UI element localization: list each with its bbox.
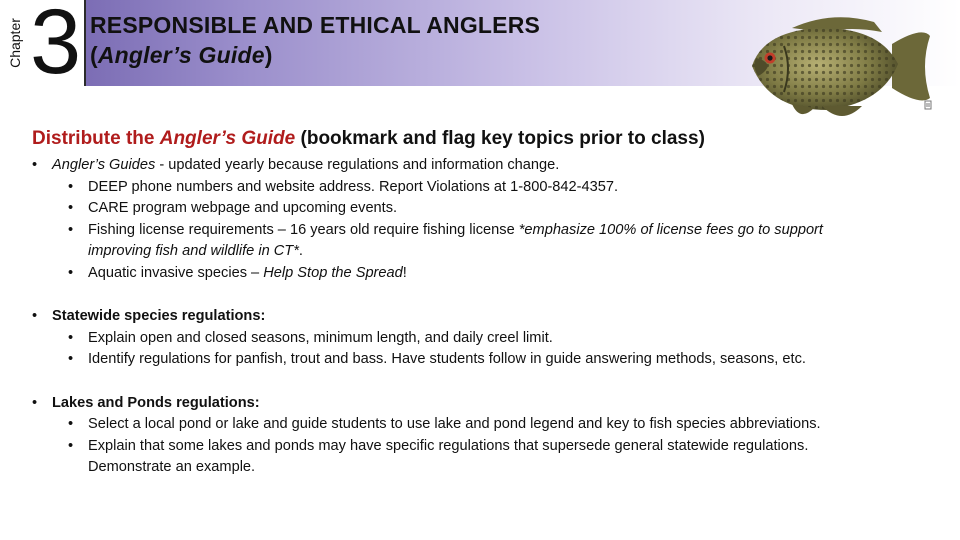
list-item: • DEEP phone numbers and website address. Report Violations at 1-800-842-4357. <box>68 178 619 195</box>
list-item-lakes: • Lakes and Ponds regulations: <box>32 394 260 411</box>
bullet-list <box>28 155 928 479</box>
list-item: • Identify regulations for panfish, trout and bass. Have students follow in guide answering methods, seasons, etc. <box>68 351 806 368</box>
list-item-continuation: Demonstrate an example. <box>88 459 256 476</box>
title-guide-name: Angler’s Guide <box>97 42 265 68</box>
list-item: • Fishing license requirements – 16 years old require fishing license *emphasize 100% of license fees go to support <box>68 221 823 238</box>
title-line-1: RESPONSIBLE AND ETHICAL ANGLERS <box>90 12 541 38</box>
section-subheading: Distribute the Angler’s Guide (bookmark and flag key topics prior to class) <box>32 128 705 149</box>
list-item: • Select a local pond or lake and guide students to use lake and pond legend and key to fish species abbreviations. <box>68 416 821 433</box>
list-item-guides: • Angler’s Guides - updated yearly because regulations and information change. <box>32 157 560 173</box>
corner-mark-icon <box>924 100 932 110</box>
list-item: • Explain that some lakes and ponds may have specific regulations that supersede general statewide regulations. <box>68 437 809 454</box>
slide-title <box>90 10 540 70</box>
chapter-badge <box>0 0 86 93</box>
chapter-number: 3 <box>30 0 82 93</box>
chapter-label: Chapter <box>7 18 23 68</box>
list-item: • CARE program webpage and upcoming events. <box>68 200 398 217</box>
list-item: • Aquatic invasive species – Help Stop the Spread! <box>68 264 407 281</box>
fish-illustration-icon <box>722 6 932 128</box>
list-item-statewide: • Statewide species regulations: <box>32 308 266 325</box>
list-item-continuation: improving fish and wildlife in CT*. <box>88 243 303 260</box>
subheading-guide-name: Angler’s Guide <box>159 128 296 149</box>
list-item: • Explain open and closed seasons, minimum length, and daily creel limit. <box>68 329 553 346</box>
title-line-2: (Angler’s Guide) <box>90 42 273 68</box>
